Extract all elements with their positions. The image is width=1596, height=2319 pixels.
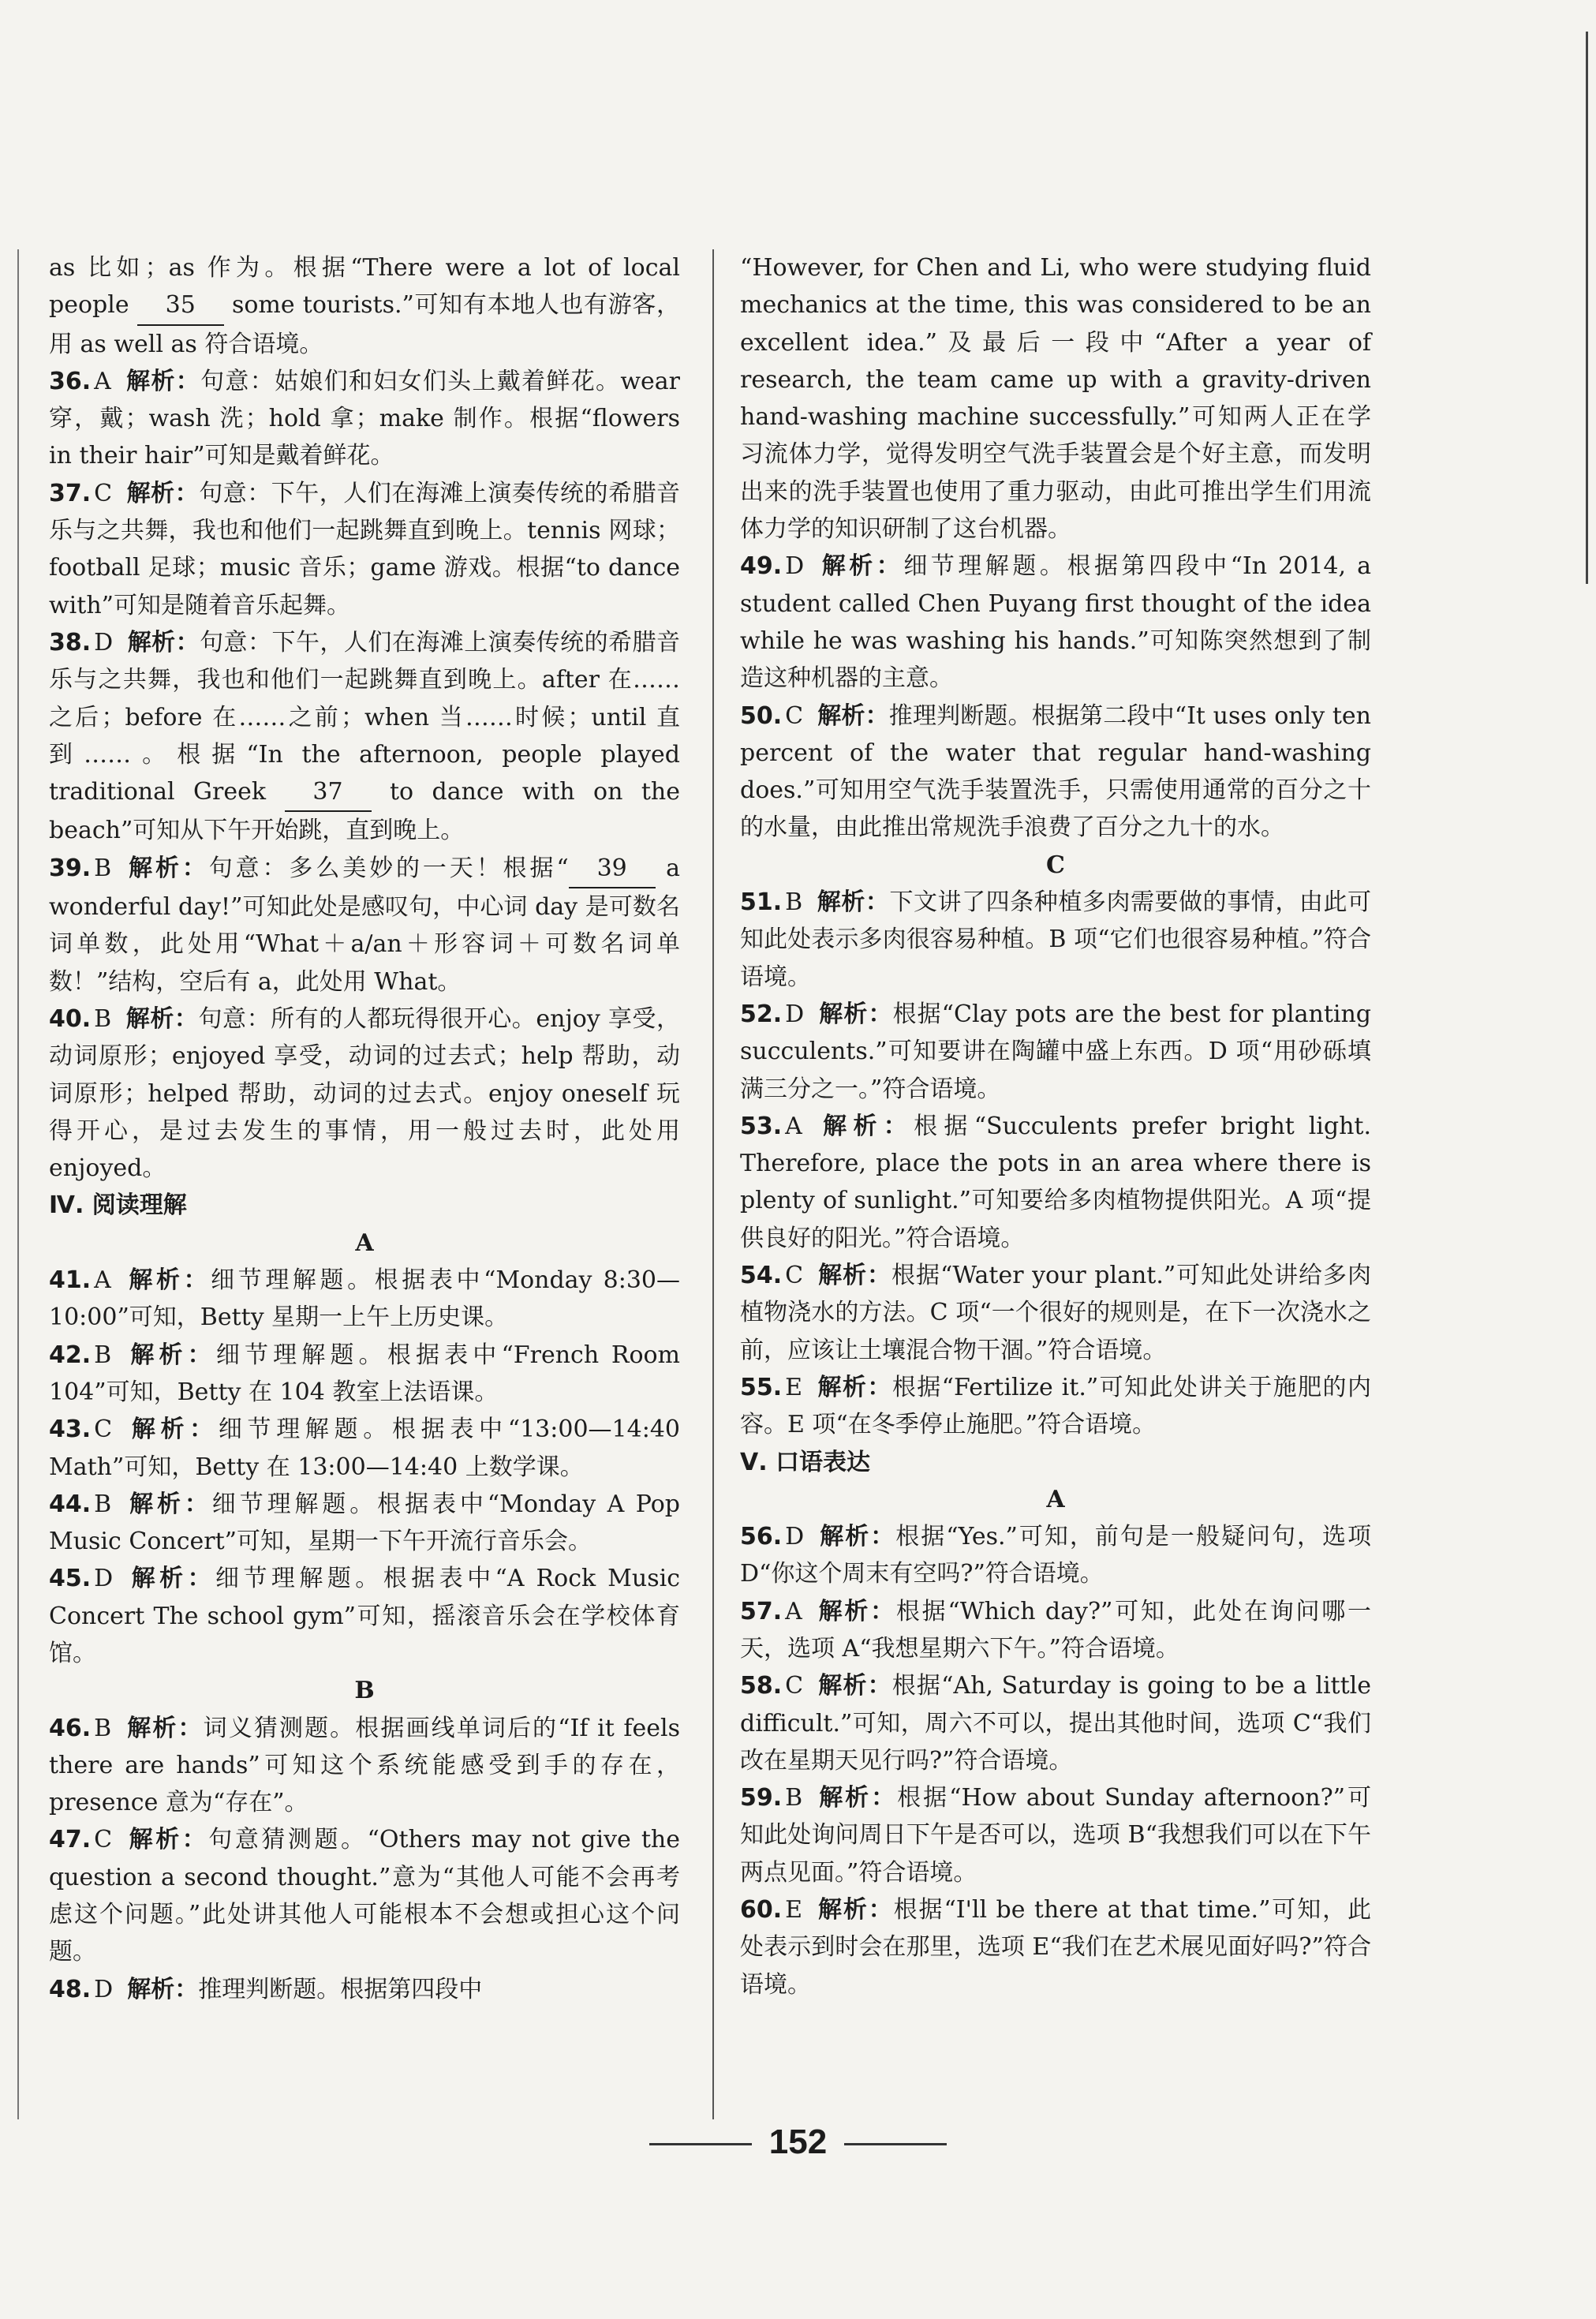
answer-item-58: 58. C 解析：根据“Ah, Saturday is going to be a little difficult.”可知，周六不可以，提出其他时间，选项 C“我们改在星期天见行吗?”符合语境。 xyxy=(740,1672,1371,1775)
left-margin-rule xyxy=(17,249,19,2119)
section-heading-reading: Ⅳ. 阅读理解 xyxy=(49,1191,187,1220)
right-column xyxy=(740,249,1371,2003)
answer-item-56: 56. D 解析：根据“Yes.”可知，前句是一般疑问句，选项 D“你这个周末有空吗?”符合语境。 xyxy=(740,1523,1371,1588)
answer-item-39: 39. B 解析：句意：多么美妙的一天！根据“ 39 a wonderful day!”可知此处是感叹句，中心词 day 是可数名词单数，此处用“What＋a/an＋形容词＋可数名词单数！”结构，空后有 a，此处用 What。 xyxy=(49,850,680,1001)
subsection-a: A xyxy=(355,1229,374,1257)
continued-explanation-48: “However, for Chen and Li, who were studying fluid mechanics at the time, this was considered to be an excellent idea.”及最后一段中“After a year of research, the team came up with a gravity-driven hand-washing machine successfully.”可知两人正在学习流体力学，觉得发明空气洗手装置会是个好主意，而发明出来的洗手装置也使用了重力驱动，由此可推出学生们用流体力学的知识研制了这台机器。 xyxy=(740,254,1371,544)
page-footer xyxy=(0,2123,1596,2162)
answer-item-51: 51. B 解析：下文讲了四条种植多肉需要做的事情，由此可知此处表示多肉很容易种植。B 项“它们也很容易种植。”符合语境。 xyxy=(740,888,1372,991)
answer-item-59: 59. B 解析：根据“How about Sunday afternoon?”可知此处询问周日下午是否可以，选项 B“我想我们可以在下午两点见面。”符合语境。 xyxy=(740,1784,1372,1887)
answer-item-52: 52. D 解析：根据“Clay pots are the best for planting succulents.”可知要讲在陶罐中盛上东西。D 项“用砂砾填满三分之一。”符合语境。 xyxy=(740,1000,1371,1103)
answer-item-60: 60. E 解析：根据“I'll be there at that time.”可知，此处表示到时会在那里，选项 E“我们在艺术展见面好吗?”符合语境。 xyxy=(740,1896,1371,1999)
answer-item-40: 40. B 解析：句意：所有的人都玩得很开心。enjoy 享受，动词原形；enjoyed 享受，动词的过去式；help 帮助，动词原形；helped 帮助，动词的过去式。enjoy oneself 玩得开心，是过去发生的事情，用一般过去时，此处用 enjoyed。 xyxy=(49,1004,680,1183)
answer-item-45: 45. D 解析：细节理解题。根据表中“A Rock Music Concert The school gym”可知，摇滚音乐会在学校体育馆。 xyxy=(49,1565,680,1667)
page-number: 152 xyxy=(768,2123,828,2161)
answer-item-54: 54. C 解析：根据“Water your plant.”可知此处讲给多肉植物浇水的方法。C 项“一个很好的规则是，在下一次浇水之前，应该让土壤混合物干涸。”符合语境。 xyxy=(740,1262,1372,1364)
answer-item-44: 44. B 解析：细节理解题。根据表中“Monday A Pop Music Concert”可知，星期一下午开流行音乐会。 xyxy=(49,1490,681,1556)
answer-item-38: 38. D 解析：句意：下午，人们在海滩上演奏传统的希腊音乐与之共舞，我也和他们一起跳舞直到晚上。after 在……之后；before 在……之前；when 当……时候；until 直到……。根据“In the afternoon, people played traditional Greek 37 to dance with on the beach”可知从下午开始跳，直到晚上。 xyxy=(49,628,680,845)
blank-39: 39 xyxy=(569,850,656,888)
answer-item-41: 41. A 解析：细节理解题。根据表中“Monday 8:30—10:00”可知，Betty 星期一上午上历史课。 xyxy=(49,1266,680,1332)
answer-item-42: 42. B 解析：细节理解题。根据表中“French Room 104”可知，Betty 在 104 教室上法语课。 xyxy=(49,1341,681,1406)
answer-item-49: 49. D 解析：细节理解题。根据第四段中“In 2014, a student called Chen Puyang first thought of the idea while he was washing his hands.”可知陈突然想到了制造这种机器的主意。 xyxy=(740,552,1371,693)
answer-item-46: 46. B 解析：词义猜测题。根据画线单词后的“If it feels there are hands”可知这个系统能感受到手的存在，presence 意为“存在”。 xyxy=(49,1714,680,1817)
answer-item-50: 50. C 解析：推理判断题。根据第二段中“It uses only ten percent of the water that regular hand-washing does.”可知用空气洗手装置洗手，只需使用通常的百分之十的水量，由此推出常规洗手浪费了百分之九十的水。 xyxy=(740,701,1371,842)
continued-explanation: as 比如；as 作为。根据“There were a lot of local people 35 some tourists.”可知有本地人也有游客，用 as well as 符合语境。 xyxy=(49,254,680,358)
answer-item-53: 53. A 解析：根据“Succulents prefer bright light. Therefore, place the pots in an area where there is plenty of sunlight.”可知要给多肉植物提供阳光。A 项“提供良好的阳光。”符合语境。 xyxy=(740,1112,1372,1252)
blank-37: 37 xyxy=(285,773,372,812)
section-heading-speaking: Ⅴ. 口语表达 xyxy=(740,1448,871,1476)
subsection-c: C xyxy=(1046,851,1065,879)
answer-item-48: 48. D 解析：推理判断题。根据第四段中 xyxy=(49,1975,483,2003)
subsection-b: B xyxy=(354,1677,375,1705)
footer-rule-right xyxy=(844,2143,947,2145)
blank-35: 35 xyxy=(137,286,224,325)
answer-item-57: 57. A 解析：根据“Which day?”可知，此处在询问哪一天，选项 A“我想星期六下午。”符合语境。 xyxy=(740,1597,1372,1663)
answer-item-43: 43. C 解析：细节理解题。根据表中“13:00—14:40 Math”可知，Betty 在 13:00—14:40 上数学课。 xyxy=(49,1416,680,1481)
answer-item-37: 37. C 解析：句意：下午，人们在海滩上演奏传统的希腊音乐与之共舞，我也和他们一起跳舞直到晚上。tennis 网球；football 足球；music 音乐；game 游戏。根据“to dance with”可知是随着音乐起舞。 xyxy=(49,479,681,619)
answer-item-47: 47. C 解析：句意猜测题。“Others may not give the question a second thought.”意为“其他人可能不会再考虑这个问题。”此处讲其他人可能根本不会想或担心这个问题。 xyxy=(49,1826,681,1966)
answer-item-55: 55. E 解析：根据“Fertilize it.”可知此处讲关于施肥的内容。E 项“在冬季停止施肥。”符合语境。 xyxy=(740,1373,1371,1439)
page-edge-mark xyxy=(1586,32,1588,584)
column-divider xyxy=(712,249,714,2119)
left-column xyxy=(49,249,680,2008)
answer-item-36: 36. A 解析：句意：姑娘们和妇女们头上戴着鲜花。wear 穿，戴；wash 洗；hold 拿；make 制作。根据“flowers in their hair”可知是戴着鲜花。 xyxy=(49,367,680,470)
footer-rule-left xyxy=(649,2143,752,2145)
subsection-a-speaking: A xyxy=(1046,1485,1065,1513)
